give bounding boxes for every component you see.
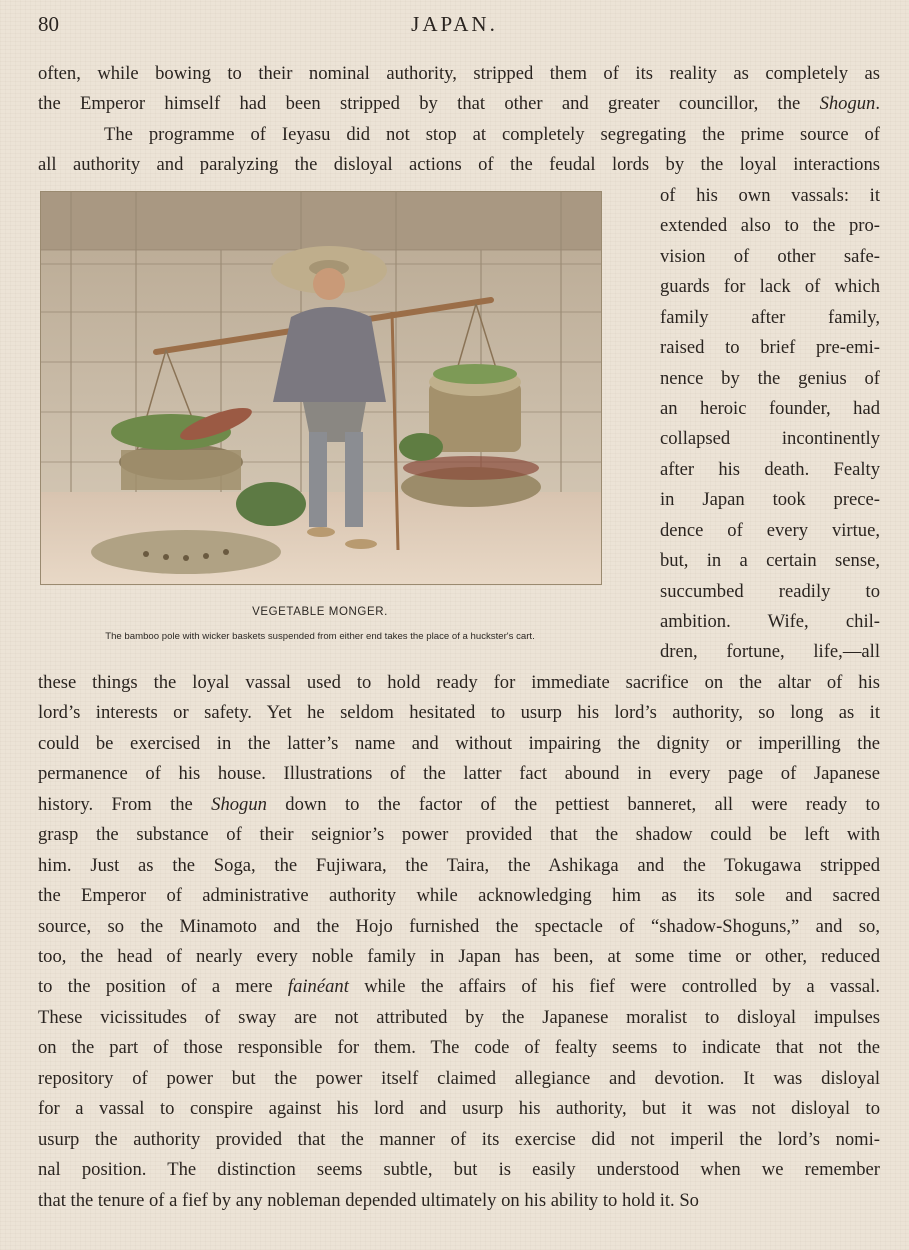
body-line: repository of power but the power itself claimed allegiance and devotion. It was disloyal xyxy=(38,1068,880,1089)
wrapped-line: an heroic founder, had xyxy=(660,398,880,419)
body-line: grasp the substance of their seignior’s power provided that the shadow could be left with xyxy=(38,824,880,845)
body-line: these things the loyal vassal used to hold ready for immediate sacrifice on the altar of his xyxy=(38,672,880,693)
page-number: 80 xyxy=(38,12,59,36)
wrapped-line: vision of other safe- xyxy=(660,246,880,267)
wrapped-line: dence of every virtue, xyxy=(660,520,880,541)
wrapped-line: succumbed readily to xyxy=(660,581,880,602)
body-line: the Emperor himself had been stripped by that other and greater councillor, the Shogun. xyxy=(38,93,880,114)
body-line: often, while bowing to their nominal authority, stripped them of its reality as completely as xyxy=(38,63,880,84)
running-title: JAPAN. xyxy=(411,12,498,36)
wrapped-line: collapsed incontinently xyxy=(660,428,880,449)
wrapped-line: ambition. Wife, chil- xyxy=(660,611,880,632)
wrapped-line: raised to brief pre-emi- xyxy=(660,337,880,358)
wrapped-line: family after family, xyxy=(660,307,880,328)
body-line: the Emperor of administrative authority while acknowledging him as its sole and sacred xyxy=(38,885,880,906)
body-line: lord’s interests or safety. Yet he seldom hesitated to usurp his lord’s authority, so long as it xyxy=(38,702,880,723)
body-line: These vicissitudes of sway are not attributed by the Japanese moralist to disloyal impulses xyxy=(38,1007,880,1028)
body-line: him. Just as the Soga, the Fujiwara, the Taira, the Ashikaga and the Tokugawa stripped xyxy=(38,855,880,876)
body-line: usurp the authority provided that the manner of its exercise did not imperil the lord’s nomi- xyxy=(38,1129,880,1150)
body-line: source, so the Minamoto and the Hojo furnished the spectacle of “shadow-Shoguns,” and so, xyxy=(38,916,880,937)
body-line: too, the head of nearly every noble family in Japan has been, at some time or other, reduced xyxy=(38,946,880,967)
figure-caption: The bamboo pole with wicker baskets suspended from either end takes the place of a huckster's cart. xyxy=(105,631,535,642)
body-line: permanence of his house. Illustrations of the latter fact abound in every page of Japanese xyxy=(38,763,880,784)
wrapped-line: in Japan took prece- xyxy=(660,489,880,510)
body-line: to the position of a mere fainéant while the affairs of his fief were controlled by a vassal. xyxy=(38,976,880,997)
body-line: all authority and paralyzing the disloyal actions of the feudal lords by the loyal interactions xyxy=(38,154,880,175)
vegetable-monger-photo xyxy=(40,191,602,585)
body-line: for a vassal to conspire against his lord and usurp his authority, but it was not disloyal to xyxy=(38,1098,880,1119)
wrapped-line: after his death. Fealty xyxy=(660,459,880,480)
wrapped-line: extended also to the pro- xyxy=(660,215,880,236)
wrapped-line: but, in a certain sense, xyxy=(660,550,880,571)
figure-title: VEGETABLE MONGER. xyxy=(252,606,388,618)
body-line: could be exercised in the latter’s name and without impairing the dignity or imperilling the xyxy=(38,733,880,754)
paragraph-start-line: The programme of Ieyasu did not stop at completely segregating the prime source of xyxy=(104,124,880,145)
photo-illustration xyxy=(41,192,601,584)
body-line: history. From the Shogun down to the factor of the pettiest banneret, all were ready to xyxy=(38,794,881,815)
body-line: that the tenure of a fief by any nobleman depended ultimately on his ability to hold it. So xyxy=(38,1190,699,1211)
body-line: on the part of those responsible for them. The code of fealty seems to indicate that not the xyxy=(38,1037,880,1058)
wrapped-line: nence by the genius of xyxy=(660,368,880,389)
page-header xyxy=(38,8,871,40)
wrapped-line: guards for lack of which xyxy=(660,276,880,297)
wrapped-line: of his own vassals: it xyxy=(660,185,880,206)
wrapped-line: dren, fortune, life,—all xyxy=(660,641,880,662)
body-line: nal position. The distinction seems subtle, but is easily understood when we remember xyxy=(38,1159,880,1180)
